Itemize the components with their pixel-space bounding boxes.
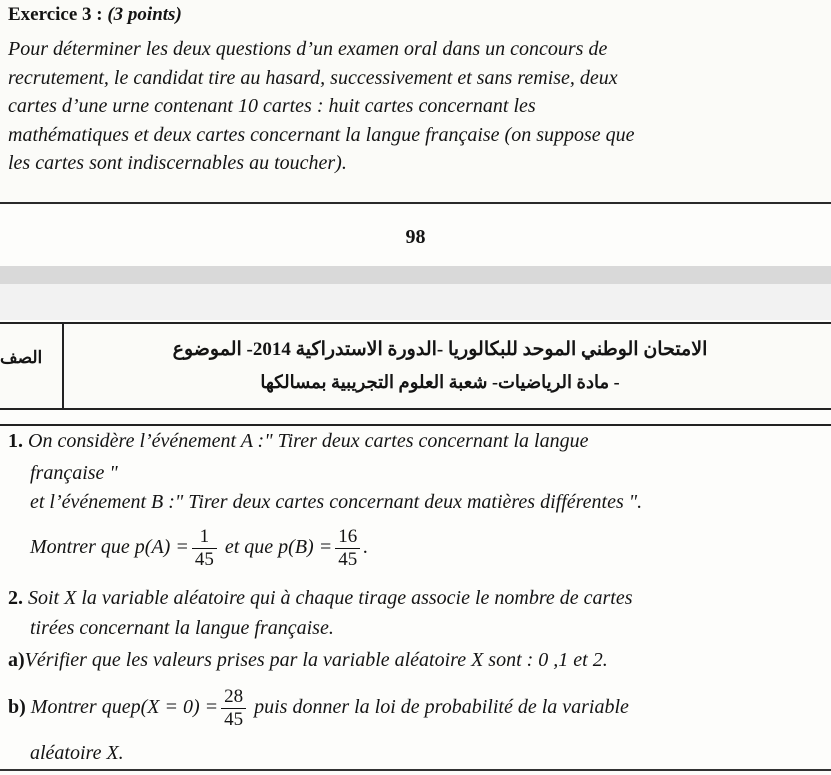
exercise-section [0, 0, 831, 205]
q1-formula-line [30, 526, 368, 571]
intro-line: cartes d’une urne contenant 10 cartes : huit cartes concernant les [8, 95, 536, 117]
q2-line2: tirées concernant la langue française. [30, 617, 334, 639]
q1-end: . [363, 536, 369, 559]
header-title-line2: - مادة الرياضيات- شعبة العلوم التجريبية بمسالكها [260, 372, 620, 392]
divider [0, 424, 831, 426]
q1-line3: et l’événement B :" Tirer deux cartes concernant deux matières différentes ". [30, 491, 643, 513]
pA-denominator: 45 [192, 548, 217, 571]
q2b-suffix: puis donner la loi de probabilité de la variable [254, 696, 629, 719]
q2a-text: Vérifier que les valeurs prises par la variable aléatoire X sont : 0 ,1 et 2. [24, 649, 608, 671]
header-left-label: الصف [0, 348, 43, 367]
q2b-line [8, 686, 629, 731]
pX-numerator: 28 [224, 686, 244, 707]
pB-denominator: 45 [335, 548, 360, 571]
pB-label: p(B) = [278, 536, 333, 559]
q2b-label: b) [8, 696, 26, 719]
exercise-points: (3 points) [107, 4, 182, 25]
pX-fraction [221, 686, 246, 731]
pB-fraction [335, 526, 360, 571]
exam-header [0, 322, 831, 410]
intro-line: mathématiques et deux cartes concernant la langue française (on suppose que [8, 123, 635, 146]
q2b-line2: aléatoire X. [30, 742, 124, 764]
header-title-line1: الامتحان الوطني الموحد للبكالوريا -الدورة الاستدراكية 2014- الموضوع [172, 339, 708, 360]
pB-numerator: 16 [338, 526, 358, 547]
pA-numerator: 1 [199, 526, 210, 547]
exercise-intro [8, 35, 823, 178]
pA-label: p(A) = [134, 536, 189, 559]
pX-label: p(X = 0) = [130, 696, 219, 719]
page-gap-light [0, 284, 831, 320]
q2a-label: a) [8, 649, 25, 671]
divider [0, 202, 831, 204]
exercise-title [8, 4, 182, 26]
intro-line: Pour déterminer les deux questions d’un examen oral dans un concours de [8, 38, 608, 60]
q2-number: 2. [8, 587, 23, 609]
q2-line1 [8, 587, 633, 610]
divider [0, 769, 831, 771]
pX-denominator: 45 [221, 708, 246, 731]
page-gap [0, 266, 831, 284]
intro-line: les cartes sont indiscernables au toucher). [8, 152, 347, 174]
q2b-prefix: Montrer que [30, 696, 131, 719]
pA-fraction [192, 526, 217, 571]
header-page-cell [0, 324, 64, 408]
page-number: 98 [405, 226, 426, 248]
exercise-label: Exercice 3 : [8, 4, 103, 25]
q2a-line [8, 649, 608, 672]
q2-text: Soit X la variable aléatoire qui à chaque tirage associe le nombre de cartes [28, 587, 633, 609]
q1-and-text: et que [224, 536, 274, 559]
intro-line: recrutement, le candidat tire au hasard, successivement et sans remise, deux [8, 66, 618, 89]
q1-number: 1. [8, 430, 23, 452]
q1-line1 [8, 430, 588, 453]
q1-show-prefix: Montrer que [30, 536, 130, 559]
q1-line2: française " [30, 462, 118, 484]
q1-text: On considère l’événement A :" Tirer deux cartes concernant la langue [28, 430, 589, 452]
